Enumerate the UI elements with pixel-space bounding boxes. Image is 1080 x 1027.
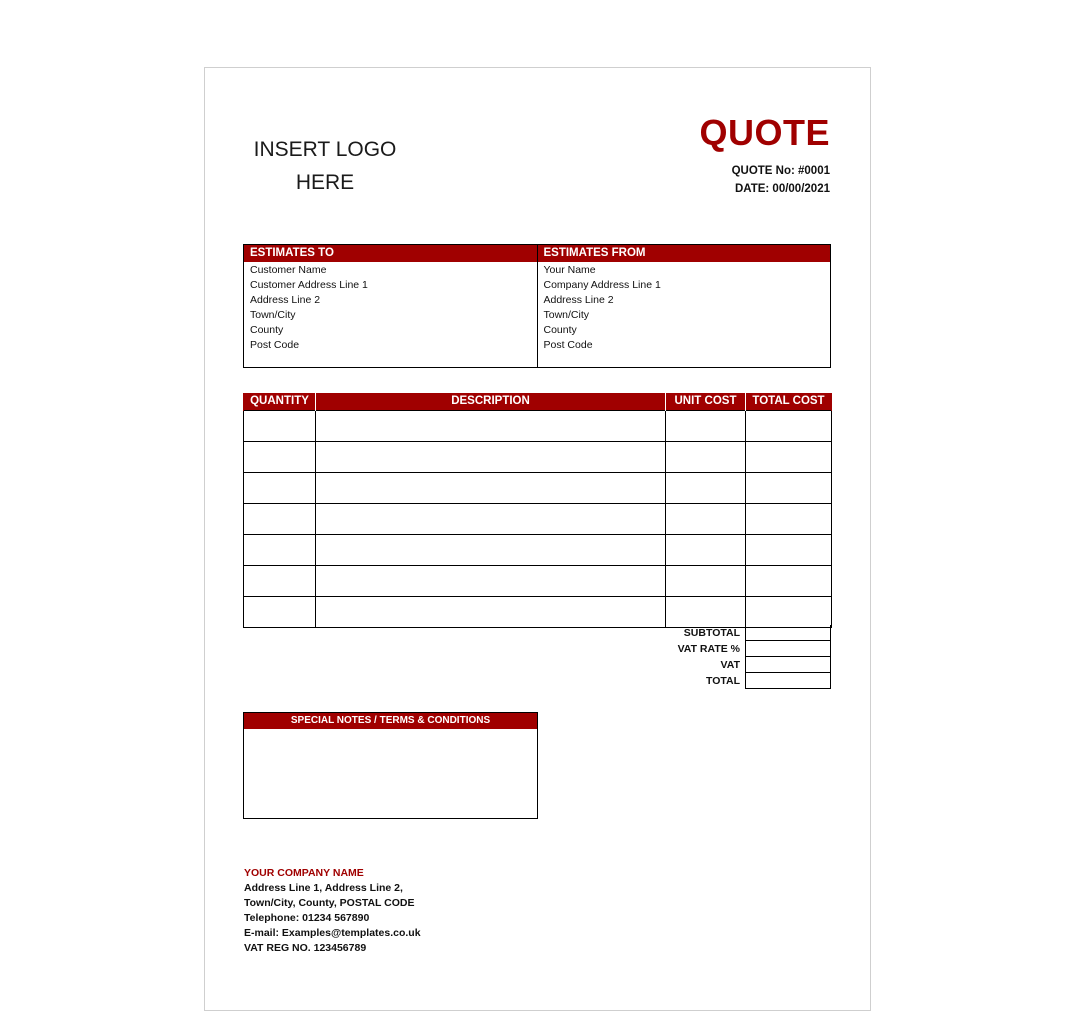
header-unit-cost: UNIT COST <box>666 393 746 410</box>
table-row <box>244 503 832 534</box>
sender-address-1: Company Address Line 1 <box>543 279 661 291</box>
vat-rate-label: VAT RATE % <box>677 643 740 655</box>
unit-cost-cell[interactable] <box>666 441 746 472</box>
vat-value[interactable] <box>745 657 831 673</box>
logo-line-2: HERE <box>295 171 355 194</box>
header-quantity: QUANTITY <box>244 393 316 410</box>
vat-rate-value[interactable] <box>745 641 831 657</box>
company-email: E-mail: Examples@templates.co.uk <box>244 927 421 939</box>
customer-postcode: Post Code <box>250 339 300 351</box>
estimates-from-heading: ESTIMATES FROM <box>538 245 831 262</box>
unit-cost-cell[interactable] <box>666 565 746 596</box>
quantity-cell[interactable] <box>244 534 316 565</box>
sender-postcode: Post Code <box>543 339 593 351</box>
quantity-cell[interactable] <box>244 596 316 627</box>
total-cost-cell[interactable] <box>746 534 832 565</box>
logo-placeholder <box>230 133 420 199</box>
estimates-from <box>537 245 831 367</box>
sender-name: Your Name <box>543 264 596 276</box>
vat-label: VAT <box>720 659 740 671</box>
quote-title: QUOTE <box>699 112 830 153</box>
description-cell[interactable] <box>316 441 666 472</box>
description-cell[interactable] <box>316 596 666 627</box>
sender-county: County <box>543 324 577 336</box>
estimates-to-lines <box>244 262 537 354</box>
subtotal-row <box>640 625 831 641</box>
table-row <box>244 596 832 627</box>
total-cost-cell[interactable] <box>746 596 832 627</box>
vat-rate-row <box>640 641 831 657</box>
table-row <box>244 565 832 596</box>
company-details <box>244 866 421 956</box>
quantity-cell[interactable] <box>244 565 316 596</box>
quantity-cell[interactable] <box>244 441 316 472</box>
customer-name: Customer Name <box>250 264 327 276</box>
customer-address-2: Address Line 2 <box>250 294 321 306</box>
total-cost-cell[interactable] <box>746 410 832 441</box>
subtotal-label: SUBTOTAL <box>683 627 740 639</box>
items-header-row <box>244 393 832 410</box>
total-cost-cell[interactable] <box>746 441 832 472</box>
estimates-to-heading: ESTIMATES TO <box>244 245 537 262</box>
customer-address-1: Customer Address Line 1 <box>250 279 368 291</box>
total-row <box>640 673 831 689</box>
quantity-cell[interactable] <box>244 472 316 503</box>
quantity-cell[interactable] <box>244 410 316 441</box>
notes-box <box>243 712 538 819</box>
quote-date: DATE: 00/00/2021 <box>734 183 830 195</box>
total-cost-cell[interactable] <box>746 503 832 534</box>
total-value[interactable] <box>745 673 831 689</box>
estimates-box <box>243 244 831 368</box>
quantity-cell[interactable] <box>244 503 316 534</box>
total-cost-cell[interactable] <box>746 472 832 503</box>
description-cell[interactable] <box>316 472 666 503</box>
estimates-from-lines <box>538 262 831 354</box>
logo-line-1: INSERT LOGO <box>253 138 397 161</box>
company-telephone: Telephone: 01234 567890 <box>244 912 370 924</box>
company-vat-reg: VAT REG NO. 123456789 <box>244 942 367 954</box>
unit-cost-cell[interactable] <box>666 596 746 627</box>
subtotal-value[interactable] <box>745 625 831 641</box>
description-cell[interactable] <box>316 534 666 565</box>
description-cell[interactable] <box>316 503 666 534</box>
estimates-to <box>244 245 537 367</box>
header-description: DESCRIPTION <box>316 393 666 410</box>
sender-town: Town/City <box>543 309 590 321</box>
items-table <box>243 393 832 628</box>
table-row <box>244 472 832 503</box>
sender-address-2: Address Line 2 <box>543 294 614 306</box>
vat-row <box>640 657 831 673</box>
header-total-cost: TOTAL COST <box>746 393 832 410</box>
quote-number: QUOTE No: #0001 <box>731 165 830 177</box>
table-row <box>244 441 832 472</box>
unit-cost-cell[interactable] <box>666 503 746 534</box>
quote-meta <box>732 162 830 198</box>
company-address-2: Town/City, County, POSTAL CODE <box>244 897 415 909</box>
company-name: YOUR COMPANY NAME <box>244 867 364 879</box>
description-cell[interactable] <box>316 565 666 596</box>
notes-body[interactable] <box>244 729 537 818</box>
company-address-1: Address Line 1, Address Line 2, <box>244 882 403 894</box>
unit-cost-cell[interactable] <box>666 472 746 503</box>
total-cost-cell[interactable] <box>746 565 832 596</box>
total-label: TOTAL <box>705 675 740 687</box>
table-row <box>244 534 832 565</box>
customer-county: County <box>250 324 284 336</box>
totals-block <box>640 625 831 689</box>
description-cell[interactable] <box>316 410 666 441</box>
table-row <box>244 410 832 441</box>
unit-cost-cell[interactable] <box>666 534 746 565</box>
customer-town: Town/City <box>250 309 296 321</box>
notes-heading: SPECIAL NOTES / TERMS & CONDITIONS <box>244 713 537 729</box>
unit-cost-cell[interactable] <box>666 410 746 441</box>
